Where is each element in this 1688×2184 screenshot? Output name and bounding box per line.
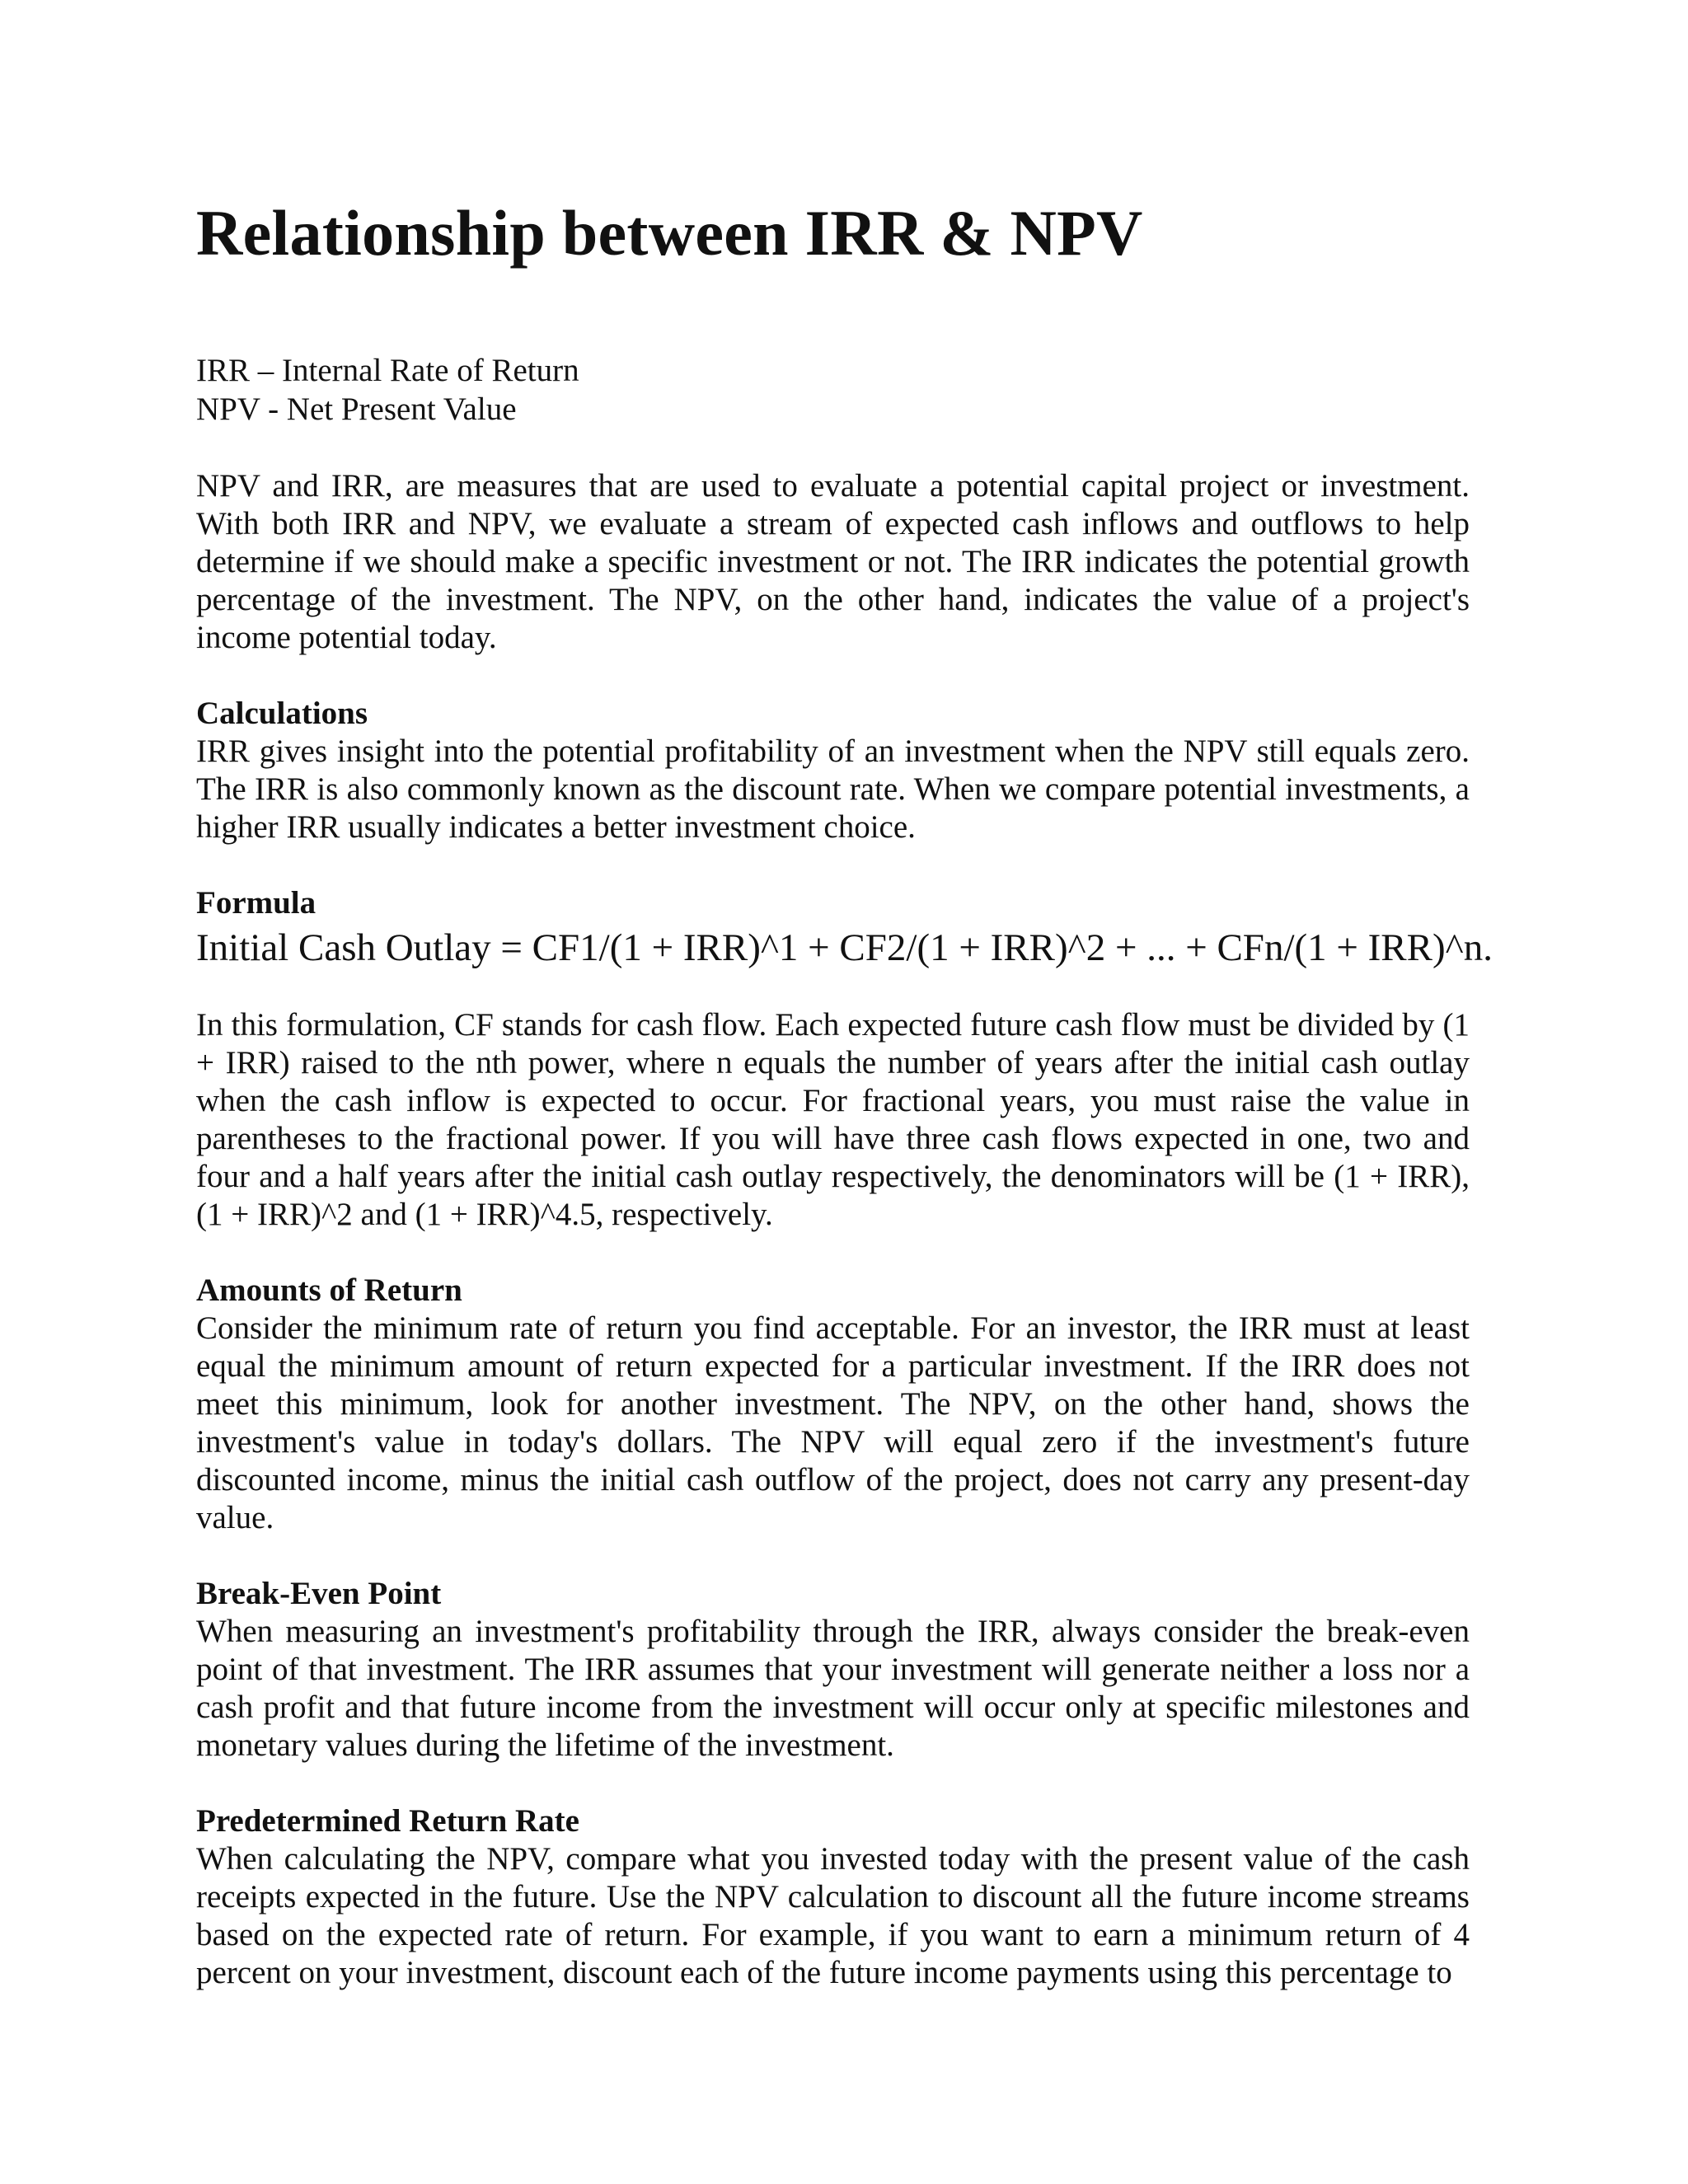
section-heading: Formula	[196, 885, 316, 921]
section-calculations	[196, 695, 1470, 846]
section-heading: Amounts of Return	[196, 1272, 462, 1308]
section-amounts-of-return	[196, 1272, 1470, 1537]
section-formula	[196, 884, 1493, 1234]
abbreviation-npv: NPV - Net Present Value	[196, 391, 517, 427]
section-body: IRR gives insight into the potential profitability of an investment when the NPV still equals zero. The IRR is also commonly known as the discount rate. When we compare potential investments, a higher IRR usually indicates a better investment choice.	[196, 733, 1470, 845]
section-body: When calculating the NPV, compare what you invested today with the present value of the cash receipts expected in the future. Use the NPV calculation to discount all the future income streams based on the expected rate of return. For example, if you want to earn a minimum return of 4 percent on your investment, discount each of the future income payments using this percentage to	[196, 1841, 1470, 1990]
section-body: Consider the minimum rate of return you find acceptable. For an investor, the IRR must at least equal the minimum amount of return expected for a particular investment. If the IRR does not meet this minimum, look for another investment. The NPV, on the other hand, shows the investment's value in today's dollars. The NPV will equal zero if the investment's future discounted income, minus the initial cash outflow of the project, does not carry any present-day value.	[196, 1310, 1470, 1535]
document-title: Relationship between IRR & NPV	[196, 197, 1143, 269]
abbreviation-irr: IRR – Internal Rate of Return	[196, 353, 579, 388]
irr-formula: Initial Cash Outlay = CF1/(1 + IRR)^1 + CF2/(1 + IRR)^2 + ... + CFn/(1 + IRR)^n.	[196, 926, 1493, 969]
section-predetermined-return-rate	[196, 1802, 1470, 1992]
section-heading: Calculations	[196, 696, 368, 731]
section-heading: Predetermined Return Rate	[196, 1803, 579, 1839]
formula-explanation: In this formulation, CF stands for cash flow. Each expected future cash flow must be divided by (1 + IRR) raised to the nth power, where n equals the number of years after the initial cash outlay when the cash inflow is expected to occur. For fractional years, you must raise the value in parentheses to the fractional power. If you will have three cash flows expected in one, two and four and a half years after the initial cash outlay respectively, the denominators will be (1 + IRR), (1 + IRR)^2 and (1 + IRR)^4.5, respectively.	[196, 1007, 1470, 1232]
intro-paragraph: NPV and IRR, are measures that are used to evaluate a potential capital project or investment. With both IRR and NPV, we evaluate a stream of expected cash inflows and outflows to help determine if we should make a specific investment or not. The IRR indicates the potential growth percentage of the investment. The NPV, on the other hand, indicates the value of a project's income potential today.	[196, 468, 1470, 655]
abbreviation-list	[196, 351, 1470, 429]
document-page	[196, 196, 1493, 1992]
section-body: When measuring an investment's profitability through the IRR, always consider the break-even point of that investment. The IRR assumes that your investment will generate neither a loss nor a cash profit and that future income from the investment will occur only at specific milestones and monetary values during the lifetime of the investment.	[196, 1614, 1470, 1763]
section-break-even-point	[196, 1575, 1470, 1765]
section-heading: Break-Even Point	[196, 1576, 442, 1611]
